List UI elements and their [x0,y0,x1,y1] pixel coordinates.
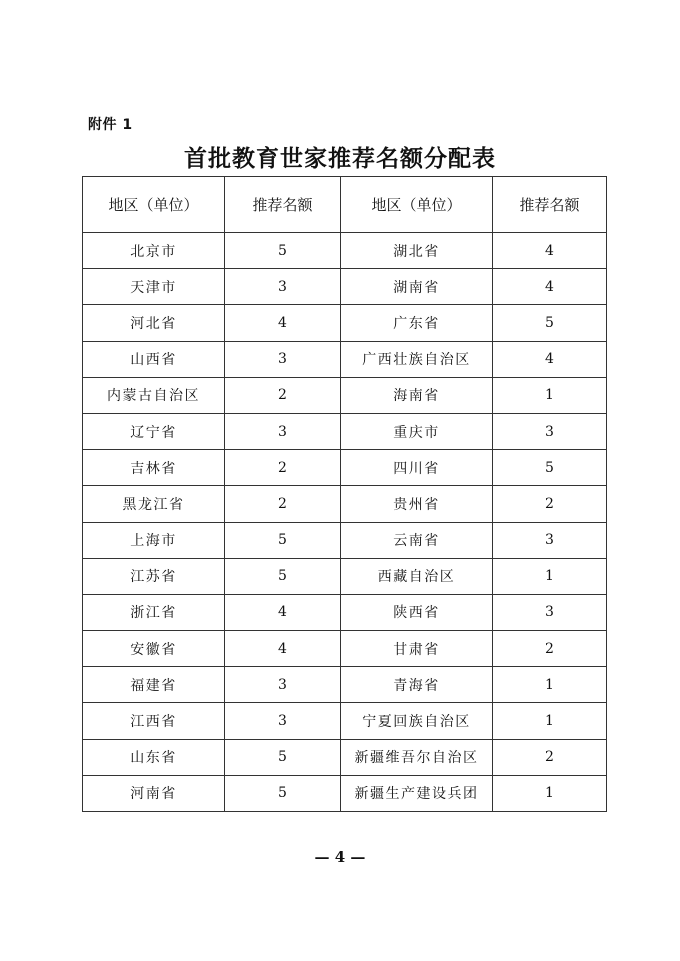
cell-region-right: 新疆生产建设兵团 [341,775,493,811]
cell-quota-right: 2 [493,631,607,667]
cell-region-left: 内蒙古自治区 [83,377,225,413]
table-row [83,739,607,775]
cell-region-right: 湖北省 [341,233,493,269]
table-row [83,341,607,377]
cell-region-left: 山东省 [83,739,225,775]
cell-region-right: 贵州省 [341,486,493,522]
cell-region-right: 甘肃省 [341,631,493,667]
cell-quota-left: 3 [225,341,341,377]
cell-region-left: 山西省 [83,341,225,377]
cell-region-left: 辽宁省 [83,413,225,449]
cell-quota-right: 1 [493,667,607,703]
cell-quota-right: 3 [493,594,607,630]
table-row [83,233,607,269]
cell-quota-left: 5 [225,739,341,775]
cell-quota-left: 4 [225,594,341,630]
cell-region-right: 重庆市 [341,413,493,449]
cell-quota-right: 1 [493,703,607,739]
cell-region-left: 河北省 [83,305,225,341]
header-quota-2: 推荐名额 [493,177,607,233]
cell-region-left: 河南省 [83,775,225,811]
cell-quota-left: 5 [225,522,341,558]
table-body [83,233,607,812]
cell-quota-left: 5 [225,233,341,269]
cell-quota-right: 4 [493,233,607,269]
table-row [83,558,607,594]
header-region-2: 地区（单位） [341,177,493,233]
table-header-row [83,177,607,233]
cell-quota-left: 3 [225,269,341,305]
cell-quota-left: 4 [225,631,341,667]
table-row [83,703,607,739]
cell-quota-right: 2 [493,739,607,775]
header-region-1: 地区（单位） [83,177,225,233]
table-row [83,305,607,341]
cell-region-right: 湖南省 [341,269,493,305]
cell-quota-left: 5 [225,558,341,594]
cell-quota-right: 3 [493,522,607,558]
cell-region-right: 云南省 [341,522,493,558]
header-quota-1: 推荐名额 [225,177,341,233]
cell-region-left: 天津市 [83,269,225,305]
table-row [83,486,607,522]
cell-quota-left: 3 [225,667,341,703]
cell-quota-left: 2 [225,450,341,486]
cell-quota-right: 2 [493,486,607,522]
table-row [83,775,607,811]
cell-quota-left: 3 [225,703,341,739]
cell-quota-right: 3 [493,413,607,449]
cell-region-left: 吉林省 [83,450,225,486]
cell-region-right: 西藏自治区 [341,558,493,594]
cell-region-left: 江苏省 [83,558,225,594]
cell-region-right: 陕西省 [341,594,493,630]
table-row [83,377,607,413]
page-title: 首批教育世家推荐名额分配表 [184,146,496,172]
cell-region-left: 浙江省 [83,594,225,630]
table-row [83,522,607,558]
cell-region-right: 新疆维吾尔自治区 [341,739,493,775]
cell-quota-right: 1 [493,775,607,811]
cell-quota-right: 1 [493,558,607,594]
cell-quota-left: 3 [225,413,341,449]
cell-region-left: 江西省 [83,703,225,739]
cell-region-right: 海南省 [341,377,493,413]
table-row [83,631,607,667]
cell-quota-left: 2 [225,486,341,522]
cell-region-right: 广东省 [341,305,493,341]
cell-region-left: 安徽省 [83,631,225,667]
table-row [83,450,607,486]
cell-quota-left: 5 [225,775,341,811]
cell-region-right: 四川省 [341,450,493,486]
attachment-label: 附件 1 [88,117,133,133]
cell-region-left: 北京市 [83,233,225,269]
cell-quota-right: 5 [493,305,607,341]
table-row [83,667,607,703]
page-number: — 4 — [314,848,366,866]
cell-region-right: 宁夏回族自治区 [341,703,493,739]
cell-region-right: 广西壮族自治区 [341,341,493,377]
cell-quota-right: 4 [493,269,607,305]
cell-region-right: 青海省 [341,667,493,703]
table-row [83,413,607,449]
cell-quota-left: 4 [225,305,341,341]
table-row [83,594,607,630]
table-row [83,269,607,305]
allocation-table [82,176,607,812]
cell-region-left: 黑龙江省 [83,486,225,522]
cell-region-left: 上海市 [83,522,225,558]
cell-quota-right: 5 [493,450,607,486]
cell-region-left: 福建省 [83,667,225,703]
cell-quota-right: 4 [493,341,607,377]
cell-quota-left: 2 [225,377,341,413]
cell-quota-right: 1 [493,377,607,413]
